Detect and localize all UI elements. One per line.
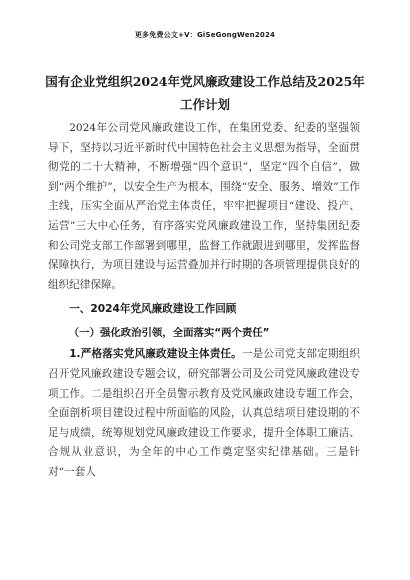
document-title: 国有企业党组织2024年党风廉政建设工作总结及2025年工作计划 (45, 74, 365, 112)
item-paragraph (48, 345, 360, 482)
subsection-heading: （一）强化政治引领，全面落实“两个责任” (68, 327, 270, 340)
header-note: 更多免费公文+V：GiSeGongWen2024 (134, 31, 276, 39)
item-text: 一是公司党支部定期组织召开党风廉政建设专题会议，研究部署公司及公司党风廉政建设专项工作。二是组织召开全员警示教育及党风廉政建设专题工作会，全面剖析项目建设过程中所面临的风险，认真总结项目建设期的不足与成绩，统筹规划党风廉政建设工作要求，提升全体职工廉洁、合规从业意识，为全年的中心工作奠定坚实纪律基础。三是针对“一套人 (48, 348, 360, 478)
section-heading: 一、2024年党风廉政建设工作回顾 (69, 303, 237, 316)
intro-paragraph: 2024年公司党风廉政建设工作，在集团党委、纪委的坚强领导下，坚持以习近平新时代中国特色社会主义思想为指导，全面贯彻党的二十大精神，不断增强“四个意识”，坚定“四个自信”，做到“两个维护”，以安全生产为根本，围绕“安全、服务、增效”工作主线，压实全面从严治党主体责任，牢牢把握项目“建设、投产、运营”三大中心任务，有序落实党风廉政建设工作，坚持集团纪委和公司党支部工作部署到哪里，监督工作就跟进到哪里，发挥监督保障执行，为项目建设与运营叠加并行时期的各项管理提供良好的组织纪律保障。 (48, 122, 360, 291)
item-lead: 1.严格落实党风廉政建设主体责任。 (69, 348, 242, 361)
document-body (48, 119, 360, 483)
